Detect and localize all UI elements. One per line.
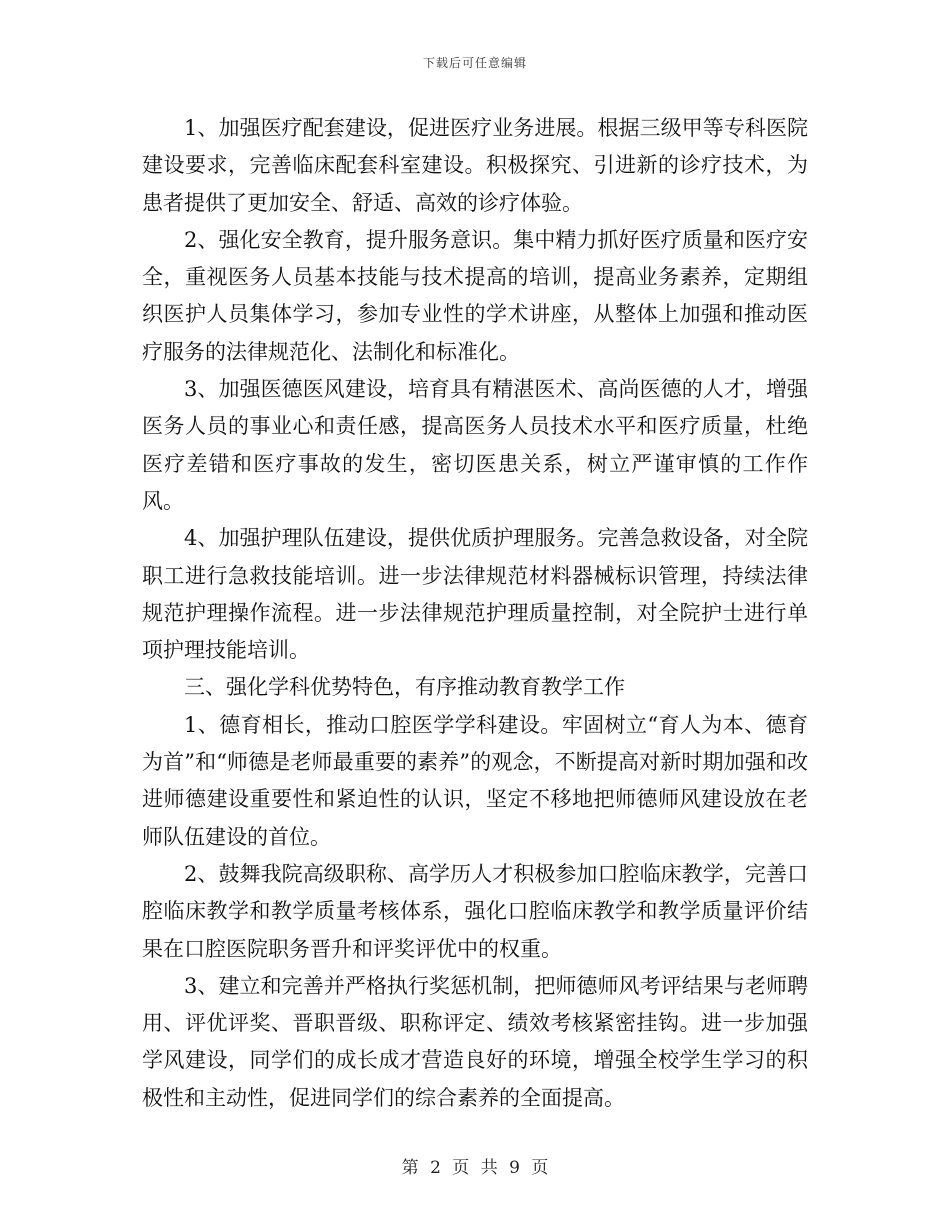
paragraph-reward-mechanism: 3、建立和完善并严格执行奖惩机制，把师德师风考评结果与老师聘用、评优评奖、晋职晋级、职称评定、绩效考核紧密挂钩。进一步加强学风建设，同学们的成长成才营造良好的环境，增强全校学生学习的积极性和主动性，促进同学们的综合素养的全面提高。 (142, 973, 808, 1110)
paragraph-safety-education: 2、强化安全教育，提升服务意识。集中精力抓好医疗质量和医疗安全，重视医务人员基本技能与技术提高的培训，提高业务素养，定期组织医护人员集体学习，参加专业性的学术讲座，从整体上加强和推动医疗服务的法律规范化、法制化和标准化。 (142, 227, 808, 364)
paragraph-moral-education: 1、德育相长，推动口腔医学学科建设。牢固树立“育人为本、德育为首”和“师德是老师最重要的素养”的观念，不断提高对新时期加强和改进师德建设重要性和紧迫性的认识，坚定不移地把师德师风建设放在老师队伍建设的首位。 (142, 712, 808, 849)
page-header: 下载后可任意编辑 (422, 56, 527, 70)
page-footer: 第 2 页 共 9 页 (401, 1158, 549, 1178)
document-body (142, 110, 808, 1117)
section-heading: 三、强化学科优势特色，有序推动教育教学工作 (184, 675, 625, 700)
paragraph-medical-ethics: 3、加强医德医风建设，培育具有精湛医术、高尚医德的人才，增强医务人员的事业心和责任感，提高医务人员技术水平和医疗质量，杜绝医疗差错和医疗事故的发生，密切医患关系，树立严谨审慎的工作作风。 (142, 377, 808, 513)
paragraph-clinical-teaching: 2、鼓舞我院高级职称、高学历人才积极参加口腔临床教学，完善口腔临床教学和教学质量考核体系，强化口腔临床教学和教学质量评价结果在口腔医院职务晋升和评奖评优中的权重。 (142, 861, 808, 961)
paragraph-medical-support: 1、加强医疗配套建设，促进医疗业务进展。根据三级甲等专科医院建设要求，完善临床配套科室建设。积极探究、引进新的诊疗技术，为患者提供了更加安全、舒适、高效的诊疗体验。 (142, 116, 808, 215)
paragraph-nursing-team: 4、加强护理队伍建设，提供优质护理服务。完善急救设备，对全院职工进行急救技能培训。进一步法律规范材料器械标识管理，持续法律规范护理操作流程。进一步法律规范护理质量控制，对全院护士进行单项护理技能培训。 (142, 526, 808, 663)
